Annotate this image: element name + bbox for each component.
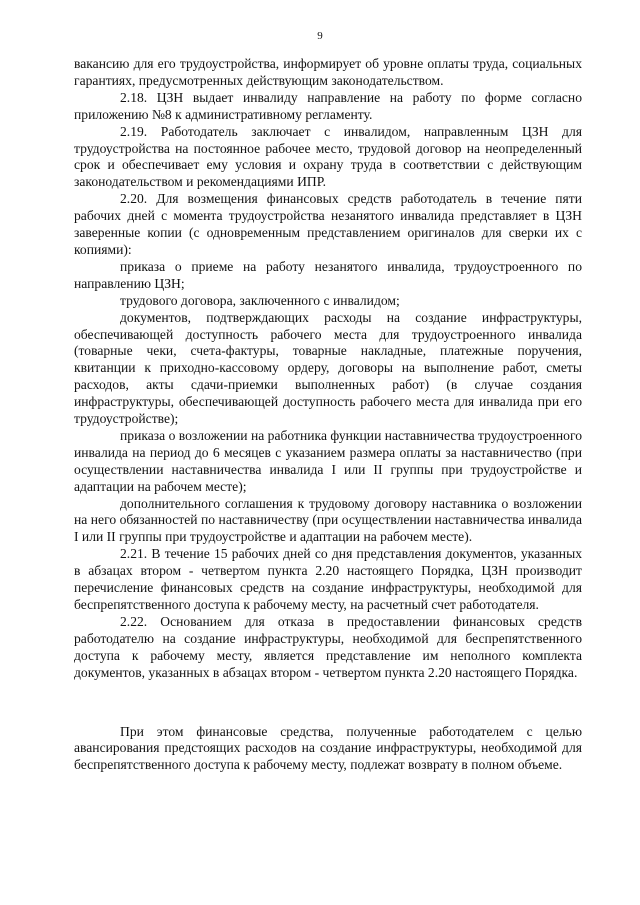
paragraph-continuation: вакансию для его трудоустройства, информирует об уровне оплаты труда, социальных гарантиях, предусмотренных действующим законодательством. (74, 56, 582, 88)
list-item-supplementary-agreement: дополнительного соглашения к трудовому договору наставника о возложении на него обязанностей по наставничеству (при осуществлении наставничества инвалида I или II группы при трудоустройстве и адаптации на рабочем месте). (74, 495, 582, 545)
paragraph-advance-return: При этом финансовые средства, полученные работодателем с целью авансирования предстоящих расходов на создание инфраструктуры, необходимой для беспрепятственного доступа к рабочему месту, подлежат возврату в полном объеме. (74, 723, 582, 773)
paragraph-2-22: 2.22. Основанием для отказа в предоставлении финансовых средств работодателю на создание инфраструктуры, необходимой для беспрепятственного доступа к рабочему месту, является представление им неполного комплекта документов, указанных в абзацах втором - четвертом пункта 2.20 настоящего Порядка. (74, 613, 582, 680)
paragraph-2-19: 2.19. Работодатель заключает с инвалидом, направленным ЦЗН для трудоустройства на постоянное рабочее место, трудовой договор на неопределенный срок и обеспечивает ему условия и охрану труда в соответствии с действующим законодательством и рекомендациями ИПР. (74, 123, 582, 190)
document-body (74, 56, 582, 774)
list-item-expense-documents: документов, подтверждающих расходы на создание инфраструктуры, обеспечивающей доступность рабочего места для трудоустроенного инвалида (товарные чеки, счета-фактуры, товарные накладные, платежные поручения, квитанции к приходно-кассовому ордеру, договоры на выполнение работ, сметы расходов, акты сдачи-приемки выполненных работ) (в случае создания инфраструктуры, обеспечивающей доступность рабочего места для инвалида при его трудоустройстве); (74, 309, 582, 427)
paragraph-2-18: 2.18. ЦЗН выдает инвалиду направление на работу по форме согласно приложению №8 к административному регламенту. (74, 89, 582, 122)
list-item-order-hiring: приказа о приеме на работу незанятого инвалида, трудоустроенного по направлению ЦЗН; (74, 258, 582, 291)
list-item-mentorship-order: приказа о возложении на работника функции наставничества трудоустроенного инвалида на период до 6 месяцев с указанием размера оплаты за наставничество (при осуществлении наставничества инвалида I или II группы при трудоустройстве и адаптации на рабочем месте); (74, 427, 583, 494)
list-item-labor-contract: трудового договора, заключенного с инвалидом; (120, 292, 400, 308)
paragraph-2-21: 2.21. В течение 15 рабочих дней со дня представления документов, указанных в абзацах втором - четвертом пункта 2.20 настоящего Порядка, ЦЗН производит перечисление финансовых средств на создание инфраструктуры, необходимой для беспрепятственного доступа к рабочему месту, на расчетный счет работодателя. (74, 546, 582, 612)
page-number: 9 (317, 30, 323, 42)
paragraph-2-20: 2.20. Для возмещения финансовых средств работодатель в течение пяти рабочих дней с момента трудоустройства незанятого инвалида представляет в ЦЗН заверенные копии (с одновременным представлением оригиналов для сверки их с копиями): (74, 191, 582, 257)
